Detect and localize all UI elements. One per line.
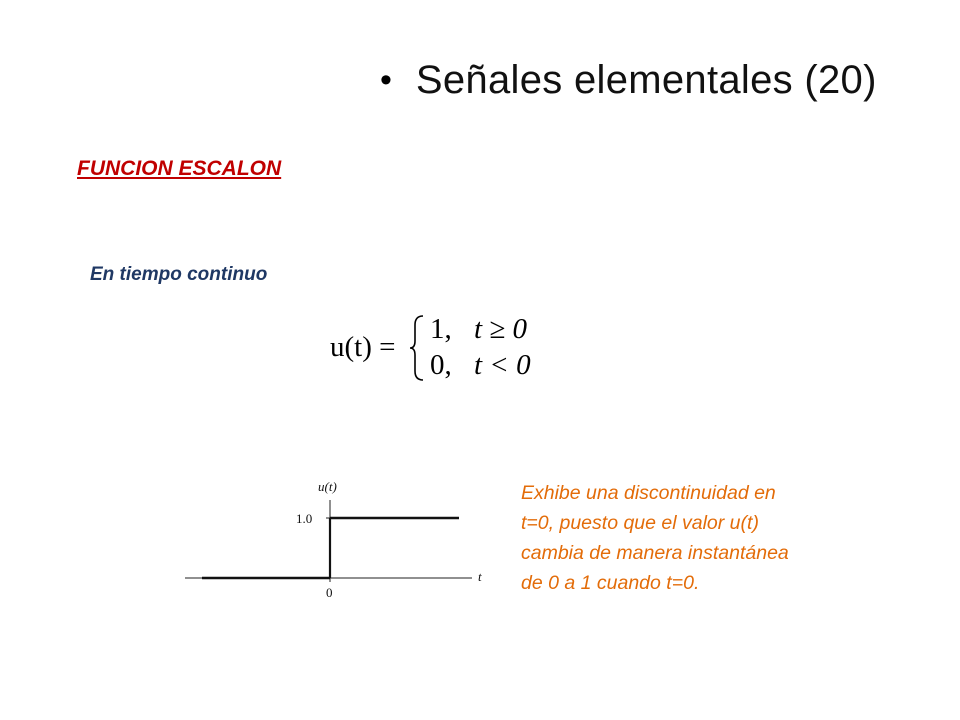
description-line: Exhibe una discontinuidad en <box>521 482 776 504</box>
case-value: 0, <box>430 349 452 381</box>
y-tick-label: 1.0 <box>296 511 313 526</box>
subheading: En tiempo continuo <box>90 264 268 285</box>
description-line: de 0 a 1 cuando t=0. <box>521 572 700 594</box>
section-heading: FUNCION ESCALON <box>77 157 282 180</box>
description <box>521 478 901 598</box>
equation-case-1 <box>430 313 527 346</box>
title-row <box>380 50 877 110</box>
step-function-equation <box>328 313 558 383</box>
step-function-plot <box>180 470 500 620</box>
x-tick-label: 0 <box>326 585 333 600</box>
case-value: 1, <box>430 313 452 345</box>
equation-lhs: u(t) = <box>330 331 396 363</box>
left-brace-icon <box>408 313 426 383</box>
y-axis-label: u(t) <box>318 479 337 494</box>
case-condition: t < 0 <box>474 349 531 381</box>
equation-case-2 <box>430 349 531 382</box>
description-line: t=0, puesto que el valor u(t) <box>521 512 759 534</box>
case-condition: t ≥ 0 <box>474 313 527 345</box>
x-axis-label: t <box>478 569 482 584</box>
slide-title: Señales elementales (20) <box>415 57 877 102</box>
description-line: cambia de manera instantánea <box>521 542 789 564</box>
title-bullet: • <box>380 61 392 99</box>
